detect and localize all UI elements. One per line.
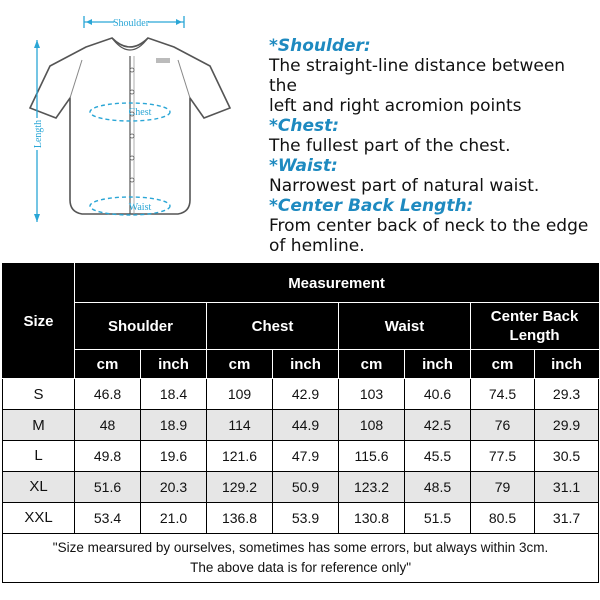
arrow-right-icon: [176, 19, 182, 25]
value-cell: 108: [339, 410, 405, 441]
definition-waist: [269, 156, 594, 196]
value-cell: 50.9: [273, 471, 339, 502]
unit-header: cm: [339, 350, 405, 379]
unit-header: inch: [273, 350, 339, 379]
value-cell: 121.6: [207, 440, 273, 471]
value-cell: 21.0: [141, 502, 207, 533]
arrow-up-icon: [34, 40, 40, 48]
note-line: The above data is for reference only": [190, 559, 411, 575]
definition-center-back-length: [269, 196, 594, 256]
definition-text: of hemline.: [269, 236, 365, 256]
value-cell: 40.6: [405, 379, 471, 410]
note-line: "Size mearsured by ourselves, sometimes has some errors, but always within 3cm.: [52, 539, 549, 555]
jersey-measurement-diagram: [0, 0, 260, 255]
value-cell: 49.8: [75, 440, 141, 471]
definition-chest: [269, 116, 594, 156]
size-header: Size: [3, 264, 75, 379]
value-cell: 80.5: [471, 502, 535, 533]
measurement-header: Measurement: [75, 264, 599, 303]
measurement-definitions: [269, 36, 594, 256]
size-cell: XL: [3, 471, 75, 502]
definition-text: left and right acromion points: [269, 96, 522, 116]
definition-text: The straight-line distance between the: [269, 56, 566, 96]
definition-term: *Chest:: [269, 116, 340, 136]
value-cell: 103: [339, 379, 405, 410]
group-header-chest: Chest: [207, 303, 339, 350]
arrow-down-icon: [34, 214, 40, 222]
value-cell: 130.8: [339, 502, 405, 533]
value-cell: 31.1: [535, 471, 599, 502]
table-row: [3, 379, 599, 410]
value-cell: 79: [471, 471, 535, 502]
size-chart-table: [2, 263, 599, 583]
value-cell: 46.8: [75, 379, 141, 410]
group-header-center-back-length: Center Back Length: [471, 303, 599, 350]
arrow-left-icon: [86, 19, 92, 25]
definition-term: *Center Back Length:: [269, 196, 474, 216]
definition-term: *Shoulder:: [269, 36, 371, 56]
value-cell: 42.9: [273, 379, 339, 410]
size-cell: M: [3, 410, 75, 441]
definition-text: The fullest part of the chest.: [269, 136, 511, 156]
size-cell: S: [3, 379, 75, 410]
value-cell: 48.5: [405, 471, 471, 502]
value-cell: 29.3: [535, 379, 599, 410]
unit-header: inch: [141, 350, 207, 379]
jersey-tag-icon: [156, 58, 170, 63]
table-row: [3, 410, 599, 441]
value-cell: 19.6: [141, 440, 207, 471]
value-cell: 114: [207, 410, 273, 441]
value-cell: 129.2: [207, 471, 273, 502]
value-cell: 48: [75, 410, 141, 441]
unit-header: inch: [405, 350, 471, 379]
definition-text: From center back of neck to the edge: [269, 216, 589, 236]
value-cell: 44.9: [273, 410, 339, 441]
table-row: [3, 502, 599, 533]
shoulder-label: Shoulder: [112, 18, 150, 29]
unit-header: cm: [207, 350, 273, 379]
value-cell: 53.4: [75, 502, 141, 533]
value-cell: 18.9: [141, 410, 207, 441]
value-cell: 51.5: [405, 502, 471, 533]
unit-header: cm: [471, 350, 535, 379]
value-cell: 45.5: [405, 440, 471, 471]
value-cell: 29.9: [535, 410, 599, 441]
waist-label: Waist: [128, 202, 152, 213]
chest-label: Chest: [128, 107, 152, 118]
value-cell: 20.3: [141, 471, 207, 502]
definition-term: *Waist:: [269, 156, 338, 176]
value-cell: 30.5: [535, 440, 599, 471]
group-header-shoulder: Shoulder: [75, 303, 207, 350]
size-cell: XXL: [3, 502, 75, 533]
value-cell: 115.6: [339, 440, 405, 471]
value-cell: 77.5: [471, 440, 535, 471]
value-cell: 109: [207, 379, 273, 410]
unit-header: cm: [75, 350, 141, 379]
value-cell: 31.7: [535, 502, 599, 533]
table-row: [3, 471, 599, 502]
value-cell: 53.9: [273, 502, 339, 533]
size-disclaimer-note: [3, 533, 599, 582]
value-cell: 51.6: [75, 471, 141, 502]
unit-header: inch: [535, 350, 599, 379]
size-cell: L: [3, 440, 75, 471]
group-header-waist: Waist: [339, 303, 471, 350]
value-cell: 76: [471, 410, 535, 441]
table-row: [3, 440, 599, 471]
length-label: Length: [33, 119, 44, 149]
value-cell: 42.5: [405, 410, 471, 441]
value-cell: 123.2: [339, 471, 405, 502]
definition-shoulder: [269, 36, 594, 116]
value-cell: 47.9: [273, 440, 339, 471]
value-cell: 136.8: [207, 502, 273, 533]
table-note-row: [3, 533, 599, 582]
value-cell: 18.4: [141, 379, 207, 410]
jersey-illustration: [0, 0, 260, 255]
value-cell: 74.5: [471, 379, 535, 410]
definition-text: Narrowest part of natural waist.: [269, 176, 540, 196]
